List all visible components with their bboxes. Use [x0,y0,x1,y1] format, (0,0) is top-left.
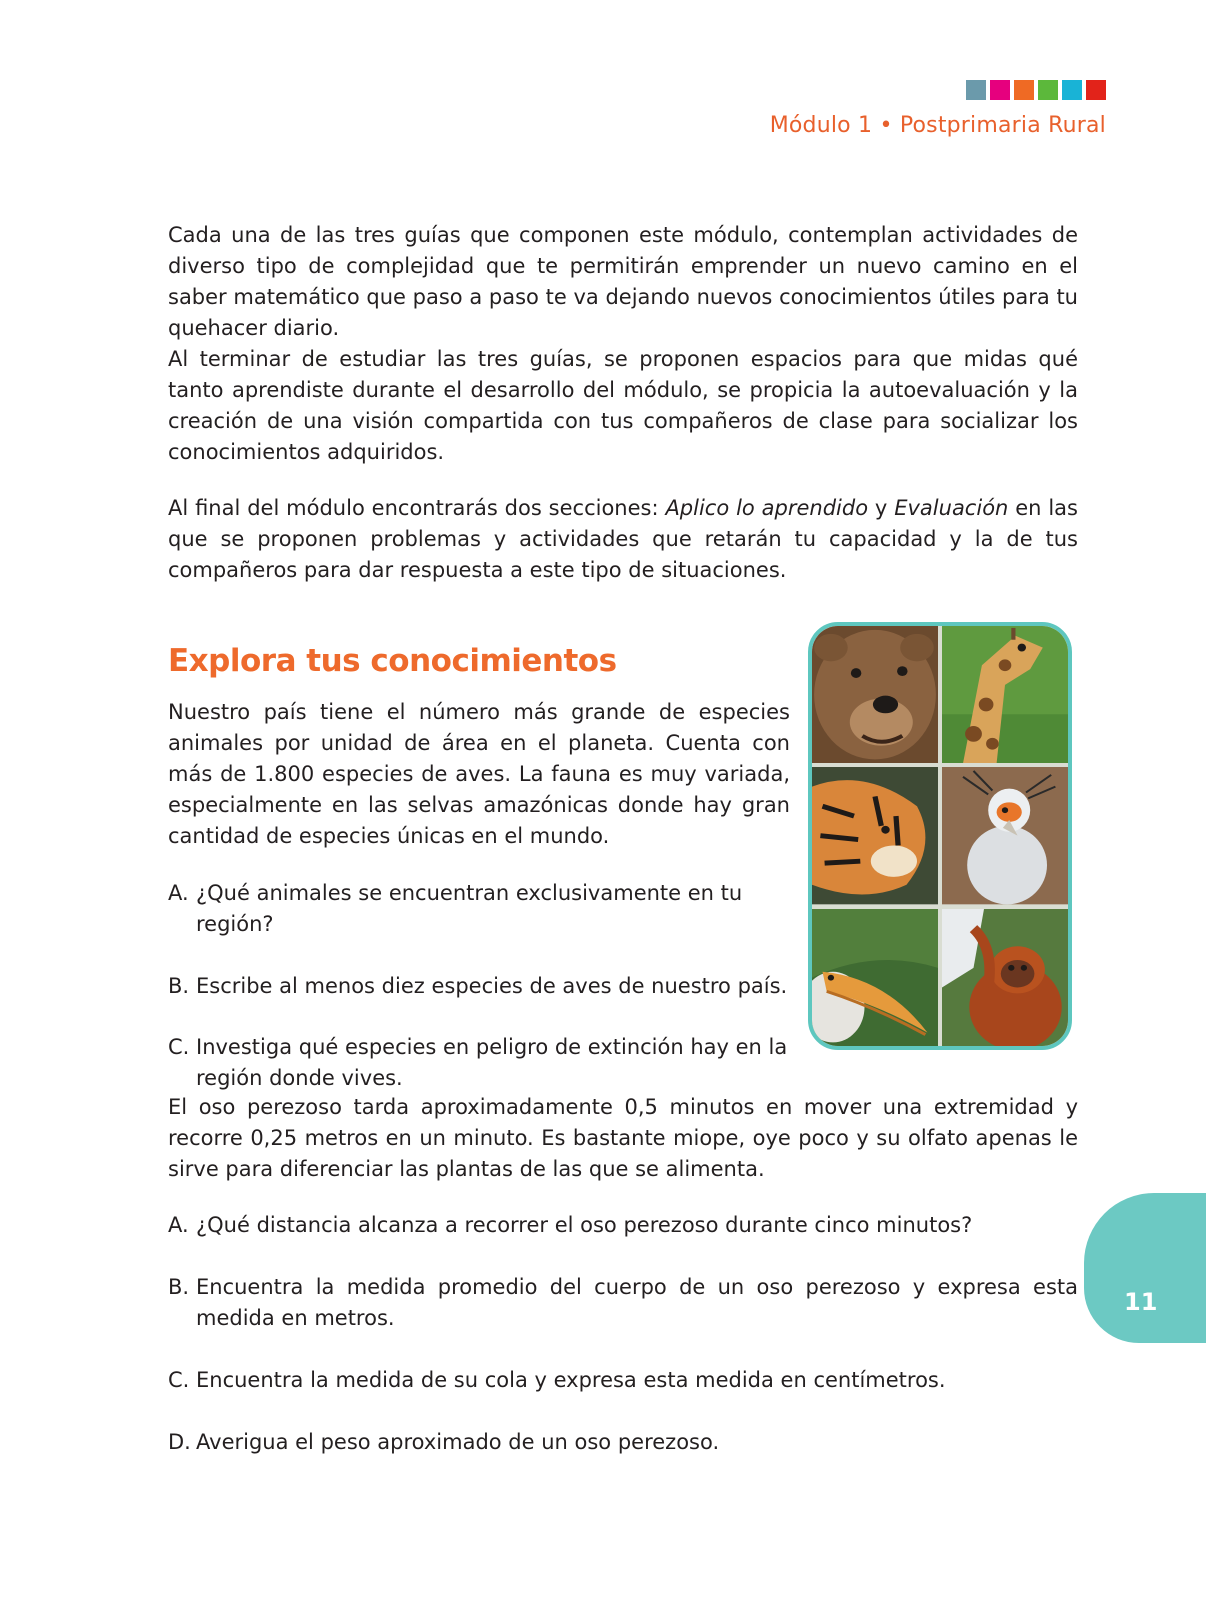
question-text: Escribe al menos diez especies de aves de nuestro país. [196,974,788,998]
sloth-questions [168,1210,1078,1489]
para3-before: Al final del módulo encontrarás dos secciones: [168,496,666,520]
question-item [168,1365,1078,1396]
question-letter: C. [168,1035,190,1059]
question-letter: C. [168,1368,190,1392]
question-text: Encuentra la medida de su cola y expresa esta medida en centímetros. [196,1368,946,1392]
question-item [168,1032,790,1094]
question-text: Averigua el peso aproximado de un oso perezoso. [196,1430,720,1454]
question-item [168,1427,1078,1458]
question-text: Investiga qué especies en peligro de extinción hay en la región donde vives. [196,1035,788,1090]
fauna-intro-text: Nuestro país tiene el número más grande de especies animales por unidad de área en el planeta. Cuenta con más de 1.800 especies de aves. La fauna es muy variada, especialmente en las selvas amazónicas donde hay gran cantidad de especies únicas en el mundo. [168,700,790,848]
intro-paragraph-3 [168,493,1078,586]
question-text: ¿Qué distancia alcanza a recorrer el oso perezoso durante cinco minutos? [196,1213,973,1237]
section-title: Explora tus conocimientos [168,643,617,679]
question-item [168,878,790,940]
question-item [168,1272,1078,1334]
bullet-separator: • [879,113,900,138]
question-letter: B. [168,974,190,998]
bear-photo [812,626,938,763]
secretary-bird-photo [942,767,1068,904]
color-square [1038,80,1058,100]
color-square [1014,80,1034,100]
color-square [1062,80,1082,100]
question-letter: A. [168,881,189,905]
color-square [990,80,1010,100]
intro-paragraph-1: Cada una de las tres guías que componen este módulo, contemplan actividades de diverso tipo de complejidad que te permitirán emprender un nuevo camino en el saber matemático que paso a paso te va dejando nuevos conocimientos útiles para tu quehacer diario. [168,223,1078,340]
fauna-questions [168,878,790,1125]
animal-photo-collage [808,622,1072,1050]
question-text: ¿Qué animales se encuentran exclusivamente en tu región? [196,881,743,936]
question-letter: B. [168,1275,190,1299]
question-letter: D. [168,1430,191,1454]
giraffe-photo [942,626,1068,763]
orangutan-photo [942,909,1068,1046]
intro-paragraph-2: Al terminar de estudiar las tres guías, se proponen espacios para que midas qué tanto aprendiste durante el desarrollo del módulo, se propicia la autoevaluación y la creación de una visión compartida con tus compañeros de clase para socializar los conocimientos adquiridos. [168,347,1078,464]
running-head [770,113,1106,138]
question-item [168,971,790,1002]
page-number-tab [1084,1193,1206,1343]
tiger-photo [812,767,938,904]
color-square [966,80,986,100]
fauna-intro [168,697,790,852]
para3-after: en las que se proponen problemas y actividades que retarán tu capacidad y la de tus compañeros para dar respuesta a este tipo de situaciones. [168,496,1078,582]
question-letter: A. [168,1213,189,1237]
section-name-evaluacion: Evaluación [894,496,1009,520]
question-item [168,1210,1078,1241]
program-label: Postprimaria Rural [899,113,1106,138]
pelican-photo [812,909,938,1046]
page-number: 11 [1124,1288,1158,1316]
color-square [1086,80,1106,100]
section-name-aplico: Aplico lo aprendido [665,496,869,520]
question-text: Encuentra la medida promedio del cuerpo de un oso perezoso y expresa esta medida en metros. [196,1275,1078,1330]
color-squares [966,80,1106,100]
para3-between: y [868,496,895,520]
sloth-paragraph: El oso perezoso tarda aproximadamente 0,5 minutos en mover una extremidad y recorre 0,25 metros en un minuto. Es bastante miope, oye poco y su olfato apenas le sirve para diferenciar las plantas de las que se alimenta. [168,1095,1078,1181]
module-label: Módulo 1 [769,113,873,138]
